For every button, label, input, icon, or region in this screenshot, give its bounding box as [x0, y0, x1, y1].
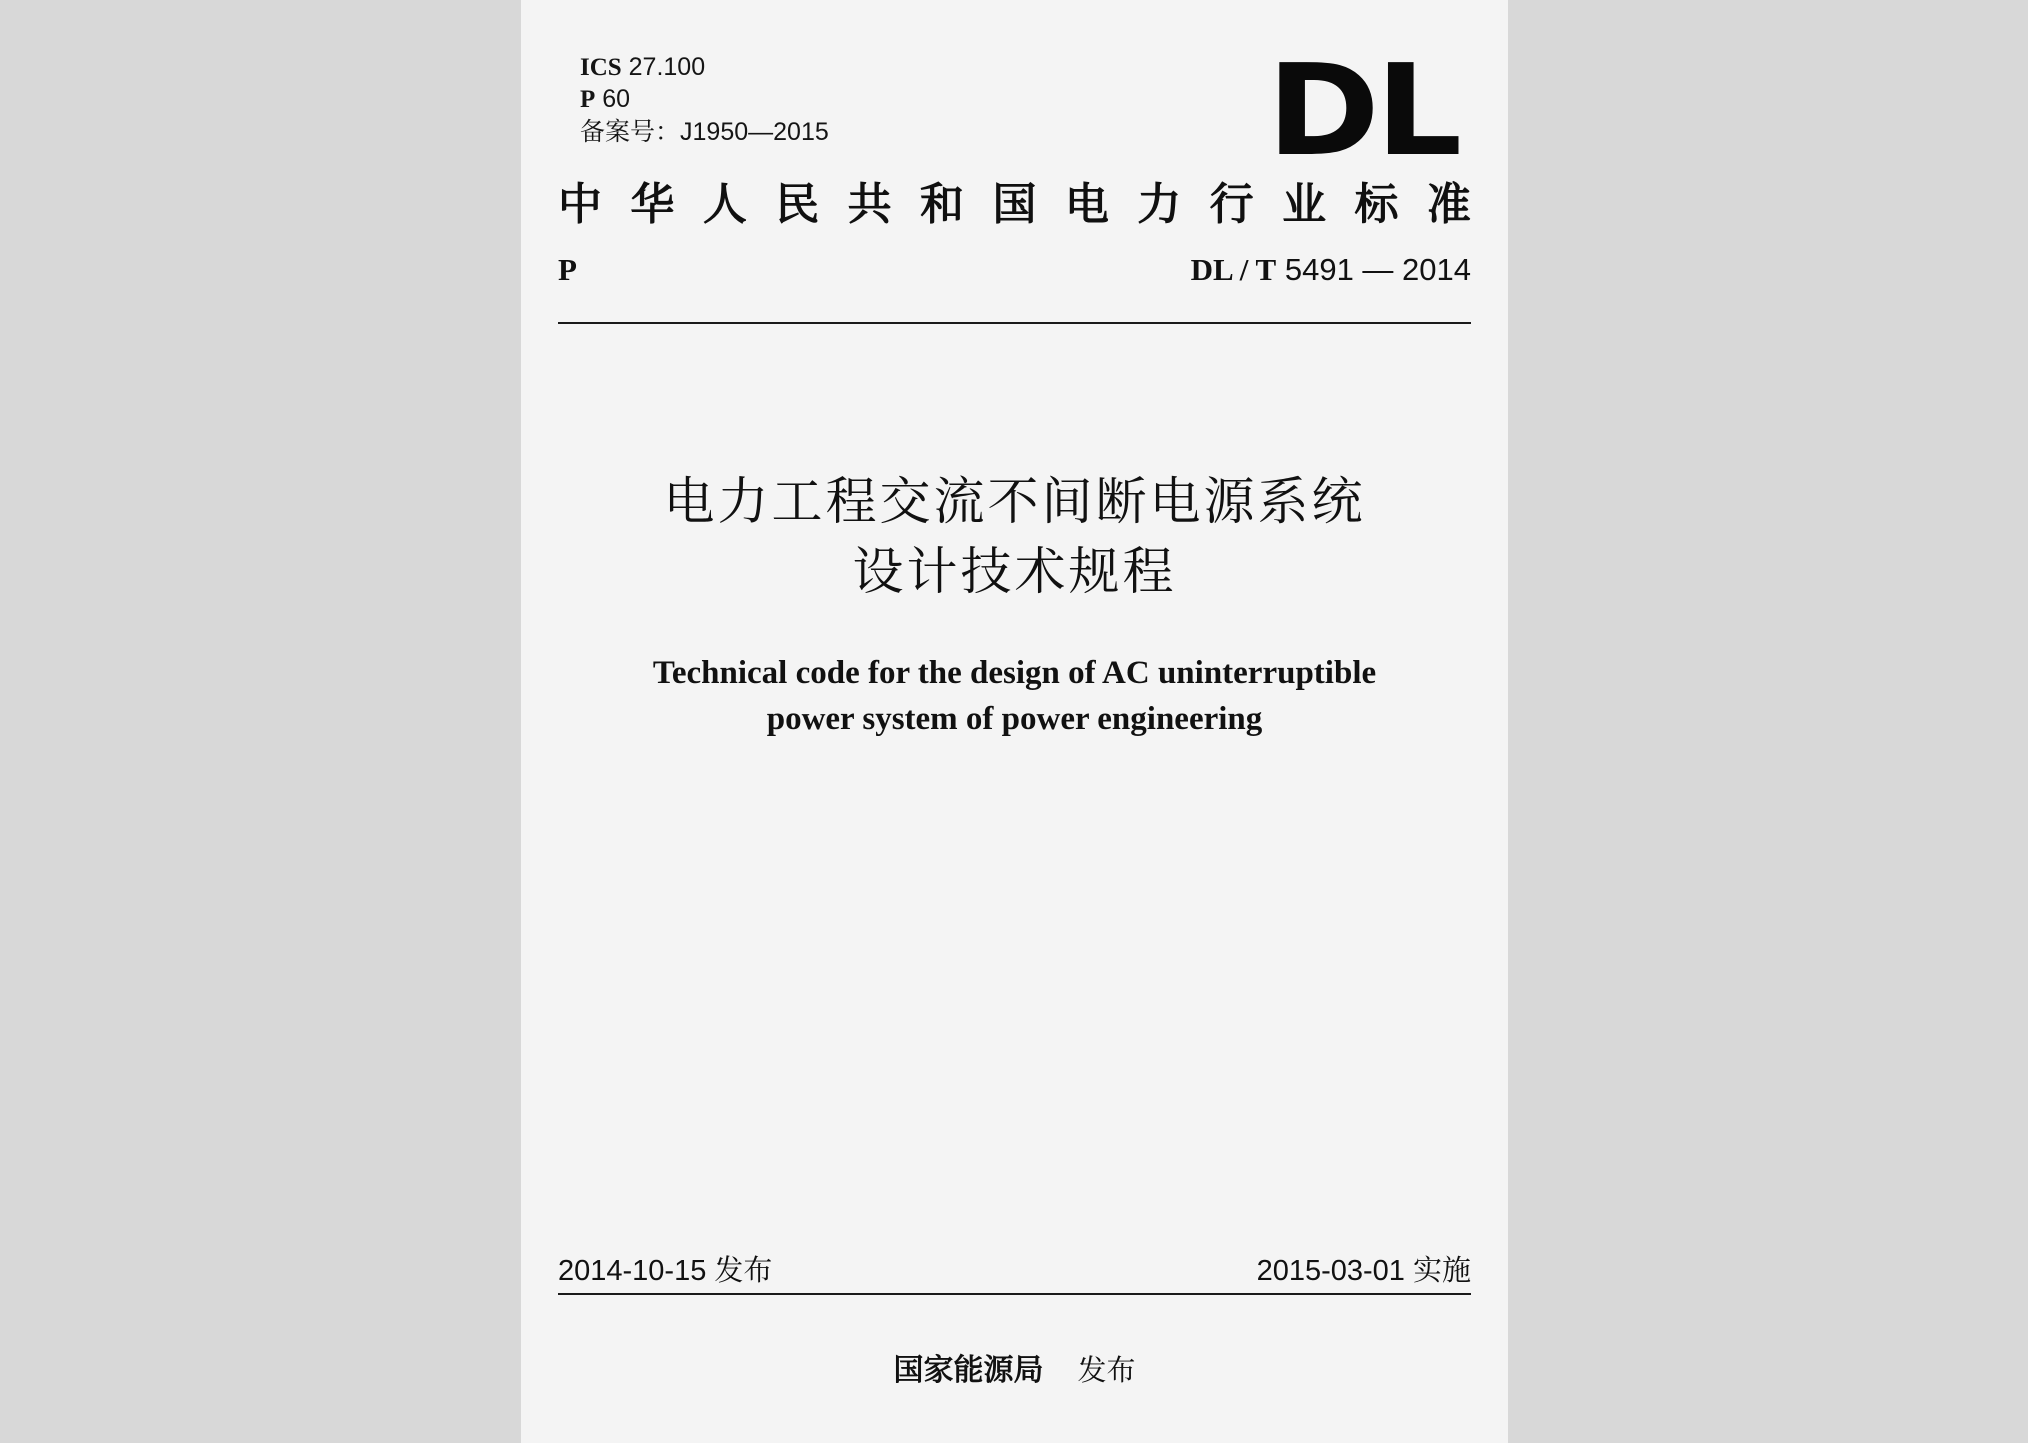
standard-code: 5491 — 2014 [1284, 252, 1471, 287]
standard-number [1191, 252, 1471, 288]
top-divider [558, 322, 1471, 324]
standard-heading [558, 172, 1471, 228]
heading-char: 标 [1354, 179, 1399, 230]
ics-value: 27.100 [628, 53, 706, 81]
english-title-line-1: Technical code for the design of AC uninterruptible [652, 655, 1377, 691]
issue-date-value: 2014-10-15 [558, 1255, 707, 1287]
heading-char: 力 [1137, 179, 1182, 230]
heading-char: 电 [1064, 179, 1109, 230]
effective-label: 实施 [1412, 1255, 1471, 1287]
effective-date-value: 2015-03-01 [1256, 1255, 1405, 1287]
heading-char: 人 [702, 179, 747, 230]
heading-char: 准 [1426, 179, 1471, 230]
publisher-label: 发布 [1077, 1355, 1136, 1387]
heading-char: 华 [630, 179, 675, 230]
heading-char: 和 [920, 179, 965, 230]
classification-code: P [558, 252, 577, 287]
heading-char: 国 [992, 179, 1037, 230]
record-label: 备案号： [580, 118, 681, 146]
bottom-divider [558, 1293, 1471, 1295]
publisher-organization: 国家能源局 [893, 1353, 1044, 1388]
issue-date [558, 1253, 772, 1289]
publisher [521, 1351, 1508, 1391]
heading-char: 民 [775, 179, 820, 230]
class-value: 60 [602, 85, 631, 113]
record-number [580, 117, 829, 147]
class-label: P [580, 86, 596, 113]
english-title-line-2: power system of power engineering [766, 701, 1263, 737]
class-code-meta [580, 84, 630, 115]
standard-prefix: DL / T [1190, 252, 1277, 287]
issue-label: 发布 [714, 1255, 773, 1287]
chinese-title-line-2: 设计技术规程 [852, 543, 1177, 602]
heading-char: 共 [847, 179, 892, 230]
heading-char: 行 [1209, 179, 1254, 230]
chinese-title [521, 468, 1508, 608]
effective-date [1257, 1253, 1471, 1289]
record-value: J1950—2015 [680, 118, 829, 146]
ics-code [580, 52, 705, 83]
document-cover [521, 0, 1508, 1443]
heading-char: 中 [558, 179, 602, 230]
heading-char: 业 [1282, 179, 1327, 230]
ics-label: ICS [580, 54, 622, 81]
english-title [521, 650, 1508, 742]
dl-logo: DL [1266, 37, 1458, 184]
chinese-title-line-1: 电力工程交流不间断电源系统 [663, 473, 1366, 532]
